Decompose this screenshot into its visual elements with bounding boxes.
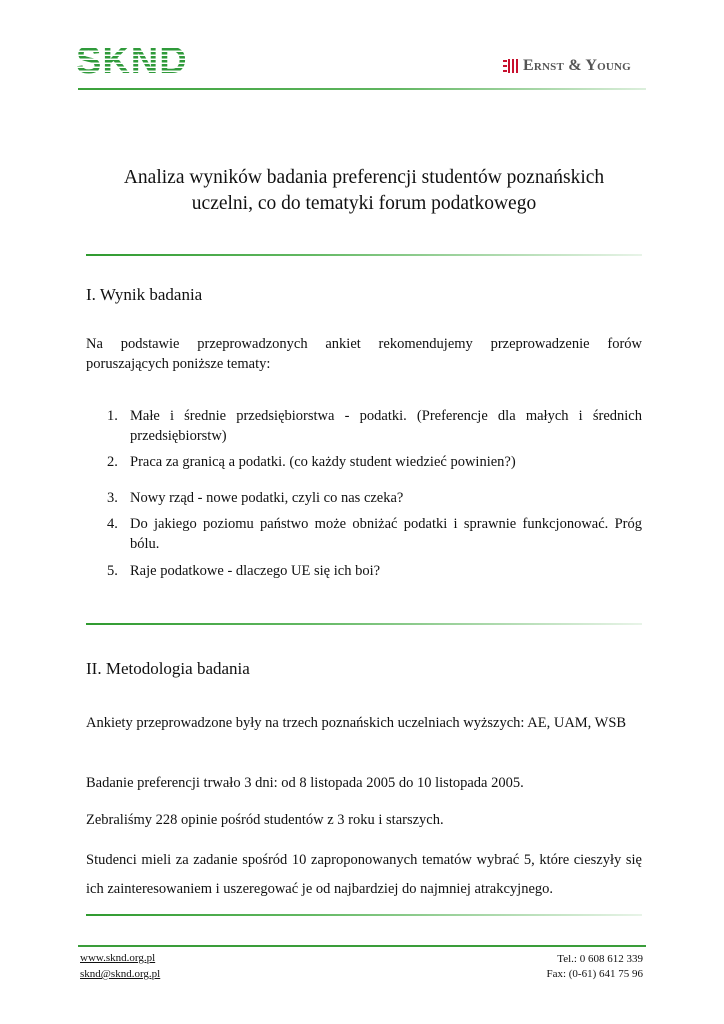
title-line-1: Analiza wyników badania preferencji studentów poznańskich bbox=[123, 167, 605, 188]
list-item-text: Nowy rząd - nowe podatki, czyli co nas czeka? bbox=[130, 490, 404, 506]
sknd-logo-graphic bbox=[76, 40, 208, 76]
phone-number: Tel.: 0 608 612 339 bbox=[557, 953, 643, 965]
section2-heading: II. Metodologia badania bbox=[86, 659, 250, 678]
list-item-number: 1. bbox=[107, 408, 118, 424]
ey-logo-icon bbox=[503, 58, 519, 74]
list-item-number: 3. bbox=[107, 490, 118, 506]
list-item-text: Praca za granicą a podatki. (co każdy student wiedzieć powinien?) bbox=[130, 454, 516, 470]
list-item-text: Małe i średnie przedsiębiorstwa - podatki. (Preferencje dla małych i średnich przedsiębiorstw) bbox=[130, 408, 642, 444]
fax-number: Fax: (0-61) 641 75 96 bbox=[546, 968, 643, 980]
footer-phone-info bbox=[546, 952, 643, 982]
sknd-logo-text: SKND bbox=[76, 40, 188, 76]
section1-intro: Na podstawie przeprowadzonych ankiet rekomendujemy przeprowadzenie forów poruszających poniższe tematy: bbox=[86, 336, 642, 372]
list-item-number: 4. bbox=[107, 516, 118, 532]
header-rule bbox=[78, 88, 646, 90]
list-item-number: 5. bbox=[107, 563, 118, 579]
section2-paragraph: Badanie preferencji trwało 3 dni: od 8 listopada 2005 do 10 listopada 2005. bbox=[86, 775, 524, 791]
section2-paragraph: Studenci mieli za zadanie spośród 10 zaproponowanych tematów wybrać 5, które cieszyły się ich zainteresowaniem i uszeregować je od najbardziej do najmniej atrakcyjnego. bbox=[86, 852, 642, 897]
document-title bbox=[86, 165, 642, 217]
section2-paragraph: Zebraliśmy 228 opinie pośród studentów z 3 roku i starszych. bbox=[86, 812, 444, 828]
section1-heading: I. Wynik badania bbox=[86, 285, 203, 304]
footer-contact-links bbox=[80, 950, 160, 982]
list-item-text: Do jakiego poziomu państwo może obniżać podatki i sprawnie funkcjonować. Próg bólu. bbox=[130, 516, 642, 552]
divider bbox=[86, 914, 642, 916]
title-line-2: uczelni, co do tematyki forum podatkowego bbox=[191, 193, 537, 214]
email-link[interactable]: sknd@sknd.org.pl bbox=[80, 968, 161, 980]
ey-logo-text: Ernst & Young bbox=[523, 57, 631, 74]
section2-paragraph: Ankiety przeprowadzone były na trzech poznańskich uczelniach wyższych: AE, UAM, WSB bbox=[86, 715, 627, 731]
divider bbox=[86, 254, 642, 256]
ernst-young-logo bbox=[503, 57, 631, 75]
list-item-number: 2. bbox=[107, 454, 118, 470]
divider bbox=[86, 623, 642, 625]
footer-rule bbox=[78, 945, 646, 947]
list-item-text: Raje podatkowe - dlaczego UE się ich boi? bbox=[130, 563, 381, 579]
sknd-logo bbox=[76, 40, 208, 81]
website-link[interactable]: www.sknd.org.pl bbox=[80, 952, 156, 964]
